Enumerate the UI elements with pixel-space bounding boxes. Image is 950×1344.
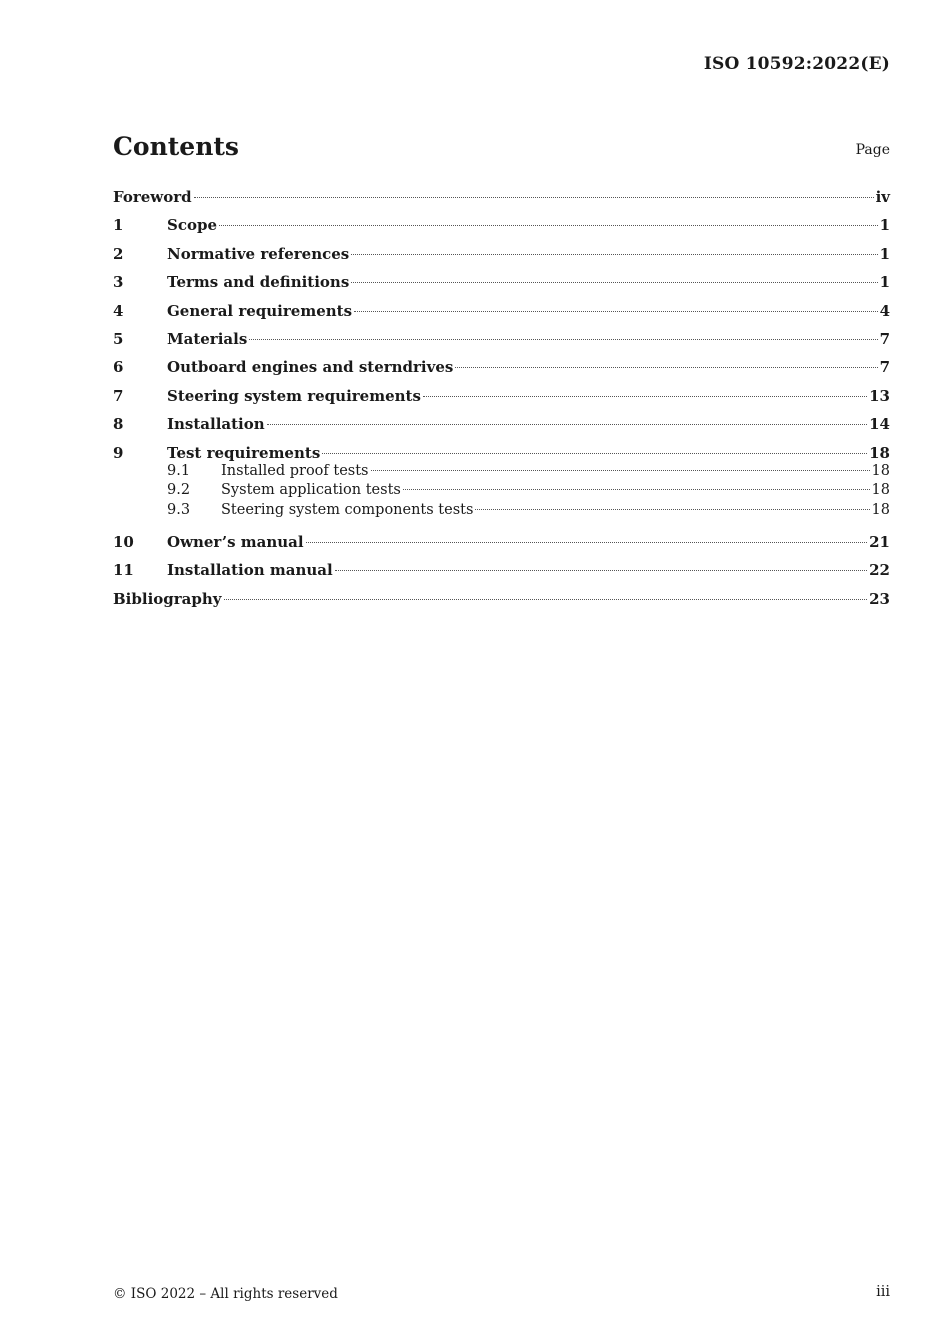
dot-leader — [475, 509, 869, 510]
toc-entry-title: Normative references — [167, 244, 350, 263]
toc-entry-title: Terms and definitions — [167, 273, 350, 292]
toc-entry-page: 1 — [879, 244, 890, 263]
toc-entry-number: 2 — [113, 244, 124, 263]
toc-entry-5[interactable] — [113, 325, 890, 353]
toc-entry-page: 18 — [869, 443, 890, 462]
toc-entry-11[interactable] — [113, 556, 890, 584]
toc-entry-page: 13 — [869, 386, 890, 405]
contents-title: Contents — [113, 132, 240, 161]
dot-leader — [322, 453, 867, 454]
toc-entry-title: Steering system requirements — [167, 386, 421, 405]
toc-entry-3[interactable] — [113, 268, 890, 296]
page-column-label: Page — [855, 142, 890, 158]
toc-subentry-9-2[interactable] — [113, 481, 890, 500]
toc-entry-10[interactable] — [113, 528, 890, 556]
dot-leader — [455, 367, 877, 368]
toc-entry-title: Owner’s manual — [167, 532, 304, 551]
toc-subentry-title: Steering system components tests — [221, 501, 474, 518]
dot-leader — [224, 599, 868, 600]
toc-subentry-page: 18 — [871, 501, 890, 518]
toc-entry-number: 8 — [113, 415, 124, 434]
toc-entry-page: 22 — [869, 561, 890, 580]
toc-entry-page: 21 — [869, 532, 890, 551]
toc-entry-title: Foreword — [113, 188, 192, 206]
toc-entry-number: 6 — [113, 358, 124, 377]
dot-leader — [335, 570, 867, 571]
toc-entry-title: General requirements — [167, 301, 353, 320]
toc-entry-number: 9 — [113, 443, 124, 462]
toc-entry-1[interactable] — [113, 211, 890, 239]
toc-entry-title: Installation — [167, 415, 265, 434]
copyright-notice: © ISO 2022 – All rights reserved — [113, 1286, 338, 1302]
toc-entry-number: 7 — [113, 386, 124, 405]
dot-leader — [354, 311, 878, 312]
toc-entry-6[interactable] — [113, 353, 890, 381]
toc-entry-7[interactable] — [113, 382, 890, 410]
toc-entry-bibliography[interactable] — [113, 585, 890, 613]
dot-leader — [351, 254, 877, 255]
toc-entry-number: 5 — [113, 329, 124, 348]
toc-entry-page: 7 — [879, 358, 890, 377]
dot-leader — [423, 396, 867, 397]
toc-subentry-number: 9.2 — [167, 482, 191, 499]
toc-subentry-number: 9.3 — [167, 501, 191, 518]
dot-leader — [351, 282, 877, 283]
dot-leader — [267, 424, 867, 425]
dot-leader — [306, 542, 868, 543]
toc-subentry-9-3[interactable] — [113, 501, 890, 520]
dot-leader — [249, 339, 877, 340]
toc-subentry-number: 9.1 — [167, 462, 191, 479]
toc-entry-title: Materials — [167, 329, 248, 348]
toc-subentry-9-1[interactable] — [113, 462, 890, 481]
toc-subentry-page: 18 — [871, 462, 890, 479]
toc-entry-title: Scope — [167, 216, 218, 235]
dot-leader — [371, 470, 870, 471]
toc-entry-page: iv — [875, 188, 890, 206]
toc-entry-page: 7 — [879, 329, 890, 348]
toc-entry-page: 14 — [869, 415, 890, 434]
dot-leader — [403, 489, 870, 490]
dot-leader — [219, 225, 878, 226]
page-number: iii — [876, 1284, 890, 1300]
toc-entry-2[interactable] — [113, 240, 890, 268]
toc-entry-page: 23 — [869, 589, 890, 608]
document-id: ISO 10592:2022(E) — [703, 54, 890, 74]
toc-entry-4[interactable] — [113, 297, 890, 325]
toc-subentry-title: Installed proof tests — [221, 462, 369, 479]
toc-entry-8[interactable] — [113, 410, 890, 438]
toc-entry-page: 1 — [879, 273, 890, 292]
toc-entry-title: Bibliography — [113, 589, 222, 608]
toc-entry-title: Test requirements — [167, 443, 321, 462]
toc-entry-number: 10 — [113, 532, 134, 551]
toc-subentry-page: 18 — [871, 482, 890, 499]
toc-entry-page: 1 — [879, 216, 890, 235]
toc-entry-foreword[interactable] — [113, 183, 890, 211]
toc-entry-number: 11 — [113, 561, 134, 580]
toc-entry-title: Outboard engines and sterndrives — [167, 358, 454, 377]
toc-entry-number: 3 — [113, 273, 124, 292]
toc-entry-page: 4 — [879, 301, 890, 320]
toc-entry-number: 4 — [113, 301, 124, 320]
dot-leader — [194, 197, 874, 198]
toc-entry-number: 1 — [113, 216, 124, 235]
toc-subentry-title: System application tests — [221, 482, 401, 499]
table-of-contents — [113, 183, 890, 613]
toc-entry-title: Installation manual — [167, 561, 333, 580]
